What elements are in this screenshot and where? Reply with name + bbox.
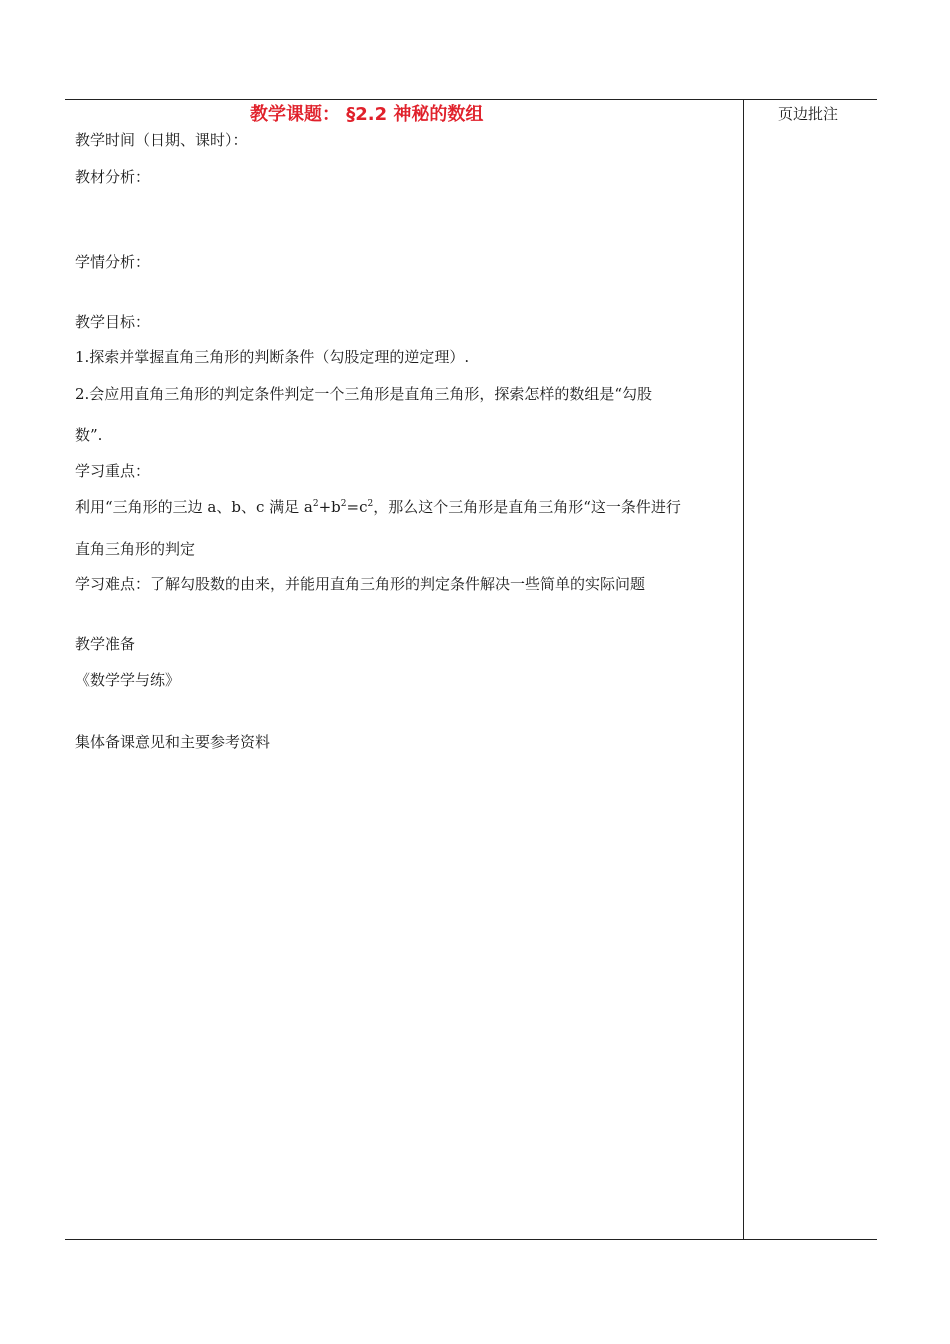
key-point-line-1 [75, 496, 681, 517]
objective-2-line-1: 2.会应用直角三角形的判定条件判定一个三角形是直角三角形，探索怎样的数组是“勾股 [75, 385, 652, 403]
key-point-c: =c [346, 498, 368, 516]
superscript-2: 2 [312, 499, 319, 509]
key-points-heading: 学习重点： [75, 462, 151, 480]
objective-2-line-2: 数”. [75, 426, 103, 444]
objectives-heading: 教学目标： [75, 313, 151, 331]
preparation-heading: 教学准备 [75, 635, 136, 653]
collective-prep-heading: 集体备课意见和主要参考资料 [75, 733, 271, 751]
margin-notes-label: 页边批注 [778, 105, 839, 123]
preparation-item: 《数学学与练》 [75, 671, 181, 689]
superscript-2: 2 [340, 499, 347, 509]
key-point-b: +b [318, 498, 341, 516]
margin-divider [743, 99, 744, 1240]
key-point-line-2: 直角三角形的判定 [75, 540, 196, 558]
bottom-rule [65, 1239, 877, 1240]
key-point-prefix: 利用“三角形的三边 a、b、c 满足 a [75, 498, 313, 516]
lesson-title: 教学课题： §2.2 神秘的数组 [250, 104, 484, 125]
superscript-2: 2 [367, 499, 374, 509]
difficulty-line: 学习难点：了解勾股数的由来，并能用直角三角形的判定条件解决一些简单的实际问题 [75, 575, 646, 593]
material-analysis-label: 教材分析： [75, 168, 151, 186]
key-point-suffix: ，那么这个三角形是直角三角形“这一条件进行 [373, 498, 681, 516]
objective-1: 1.探索并掌握直角三角形的判断条件（勾股定理的逆定理）. [75, 348, 470, 366]
student-analysis-label: 学情分析： [75, 253, 151, 271]
teaching-time-label: 教学时间（日期、课时）： [75, 131, 248, 149]
